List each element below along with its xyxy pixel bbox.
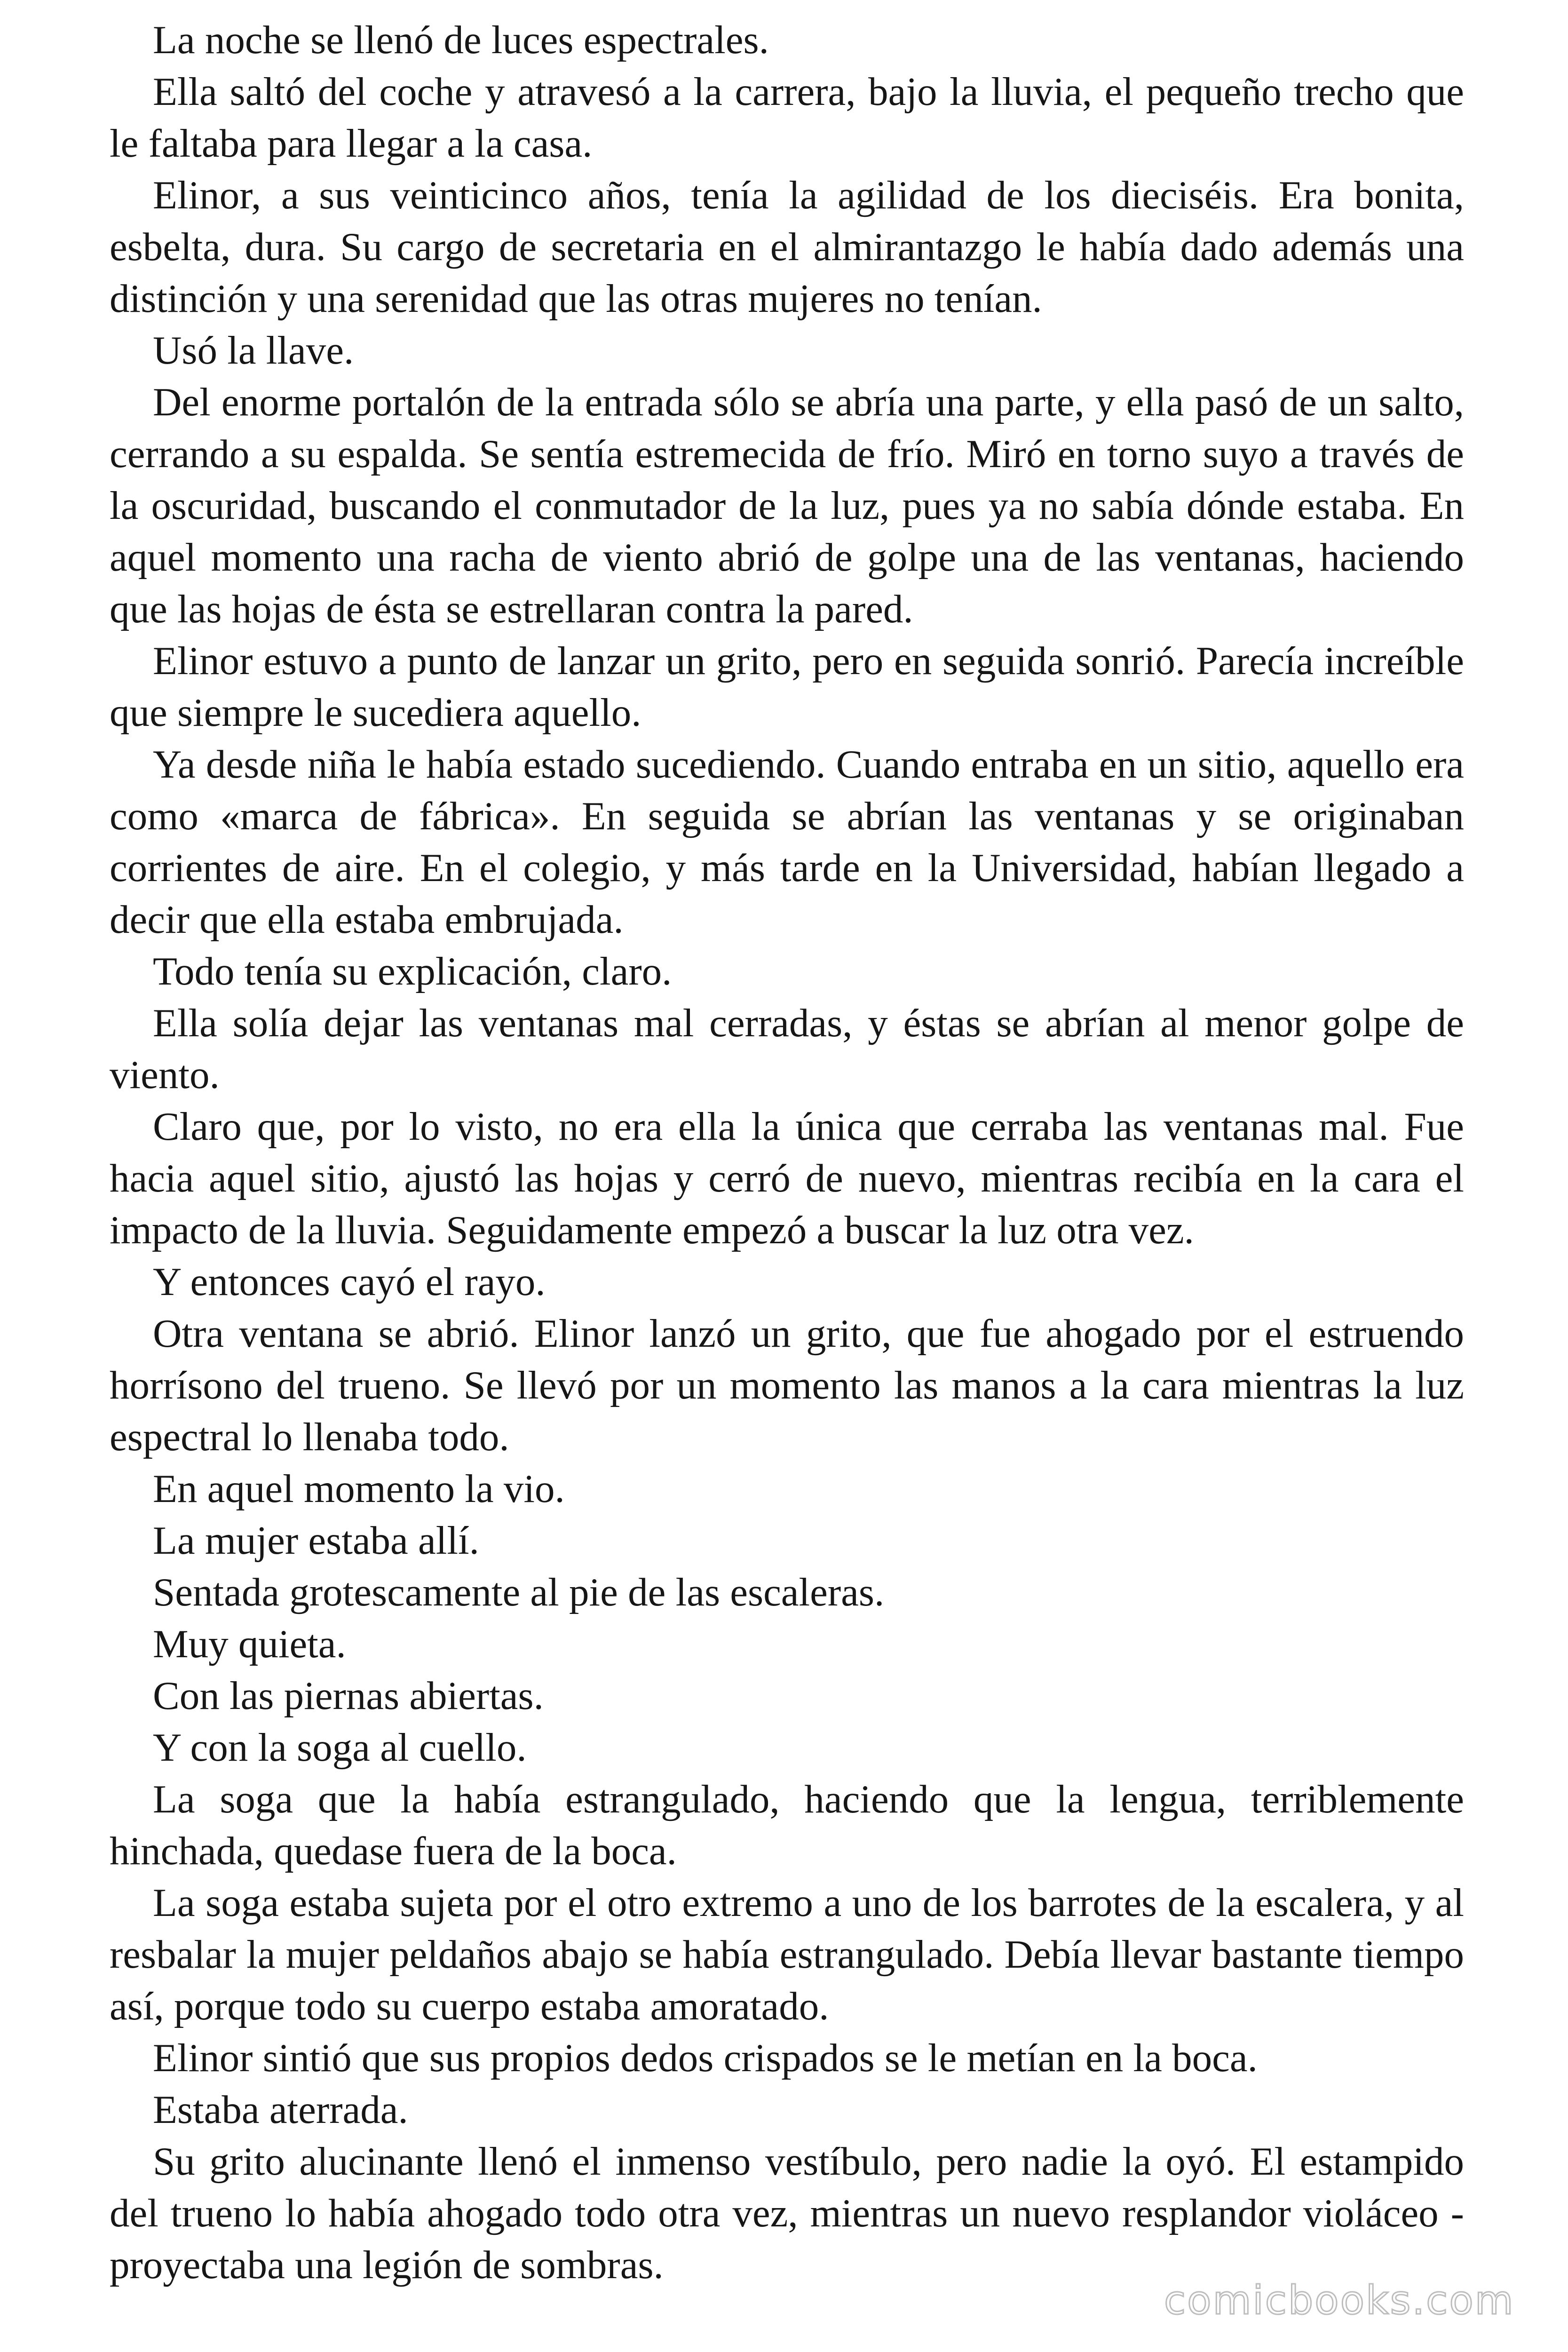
- paragraph-16: Muy quieta.: [153, 1622, 346, 1666]
- paragraph-10: Claro que, por lo visto, no era ella la única que cerraba las ventanas mal. Fue hacia aquel sitio, ajustó las hojas y cerró de nuevo, mientras recibía en la cara el impacto de la lluvia. Seguidamente empezó a buscar la luz otra vez.: [110, 1104, 1464, 1252]
- paragraph-5: Del enorme portalón de la entrada sólo se abría una parte, y ella pasó de un salto, cerrando a su espalda. Se sentía estremecida de frío. Miró en torno suyo a través de la oscuridad, buscando el conmutador de la luz, pues ya no sabía dónde estaba. En aquel momento una racha de viento abrió de golpe una de las ventanas, haciendo que las hojas de ésta se estrellaran contra la pared.: [110, 380, 1464, 631]
- paragraph-15: Sentada grotescamente al pie de las escaleras.: [153, 1570, 885, 1614]
- paragraph-2: Ella saltó del coche y atravesó a la carrera, bajo la lluvia, el pequeño trecho que le faltaba para llegar a la casa.: [110, 70, 1464, 166]
- paragraph-21: Elinor sintió que sus propios dedos crispados se le metían en la boca.: [153, 2036, 1258, 2080]
- paragraph-18: Y con la soga al cuello.: [153, 1725, 527, 1770]
- paragraph-13: En aquel momento la vio.: [153, 1467, 565, 1511]
- paragraph-11: Y entonces cayó el rayo.: [153, 1260, 546, 1304]
- paragraph-6: Elinor estuvo a punto de lanzar un grito, pero en seguida sonrió. Parecía increíble que siempre le sucediera aquello.: [110, 639, 1464, 735]
- paragraph-9: Ella solía dejar las ventanas mal cerradas, y éstas se abrían al menor golpe de viento.: [110, 1001, 1464, 1097]
- paragraph-20: La soga estaba sujeta por el otro extremo a uno de los barrotes de la escalera, y al resbalar la mujer peldaños abajo se había estrangulado. Debía llevar bastante tiempo así, porque todo su cuerpo estaba amoratado.: [110, 1881, 1464, 2028]
- paragraph-14: La mujer estaba allí.: [153, 1518, 479, 1563]
- paragraph-8: Todo tenía su explicación, claro.: [153, 949, 672, 993]
- watermark: comicbooks.com: [1164, 2277, 1515, 2323]
- paragraph-22: Estaba aterrada.: [153, 2088, 408, 2132]
- paragraph-17: Con las piernas abiertas.: [153, 1674, 544, 1718]
- paragraph-23: Su grito alucinante llenó el inmenso vestíbulo, pero nadie la oyó. El estampido del trueno lo había ahogado todo otra vez, mientras un nuevo resplandor violáceo -proyectaba una legión de sombras.: [110, 2139, 1464, 2287]
- paragraph-1: La noche se llenó de luces espectrales.: [153, 18, 769, 62]
- paragraph-7: Ya desde niña le había estado sucediendo. Cuando entraba en un sitio, aquello era como «marca de fábrica». En seguida se abrían las ventanas y se originaban corrientes de aire. En el colegio, y más tarde en la Universidad, habían llegado a decir que ella estaba embrujada.: [110, 742, 1464, 942]
- paragraph-19: La soga que la había estrangulado, haciendo que la lengua, terriblemente hinchada, quedase fuera de la boca.: [110, 1777, 1464, 1873]
- paragraph-12: Otra ventana se abrió. Elinor lanzó un grito, que fue ahogado por el estruendo horrísono del trueno. Se llevó por un momento las manos a la cara mientras la luz espectral lo llenaba todo.: [110, 1311, 1464, 1459]
- paragraph-4: Usó la llave.: [153, 328, 354, 373]
- document-page: [110, 14, 1464, 2319]
- paragraph-3: Elinor, a sus veinticinco años, tenía la agilidad de los dieciséis. Era bonita, esbelta, dura. Su cargo de secretaria en el almirantazgo le había dado además una distinción y una serenidad que las otras mujeres no tenían.: [110, 173, 1464, 321]
